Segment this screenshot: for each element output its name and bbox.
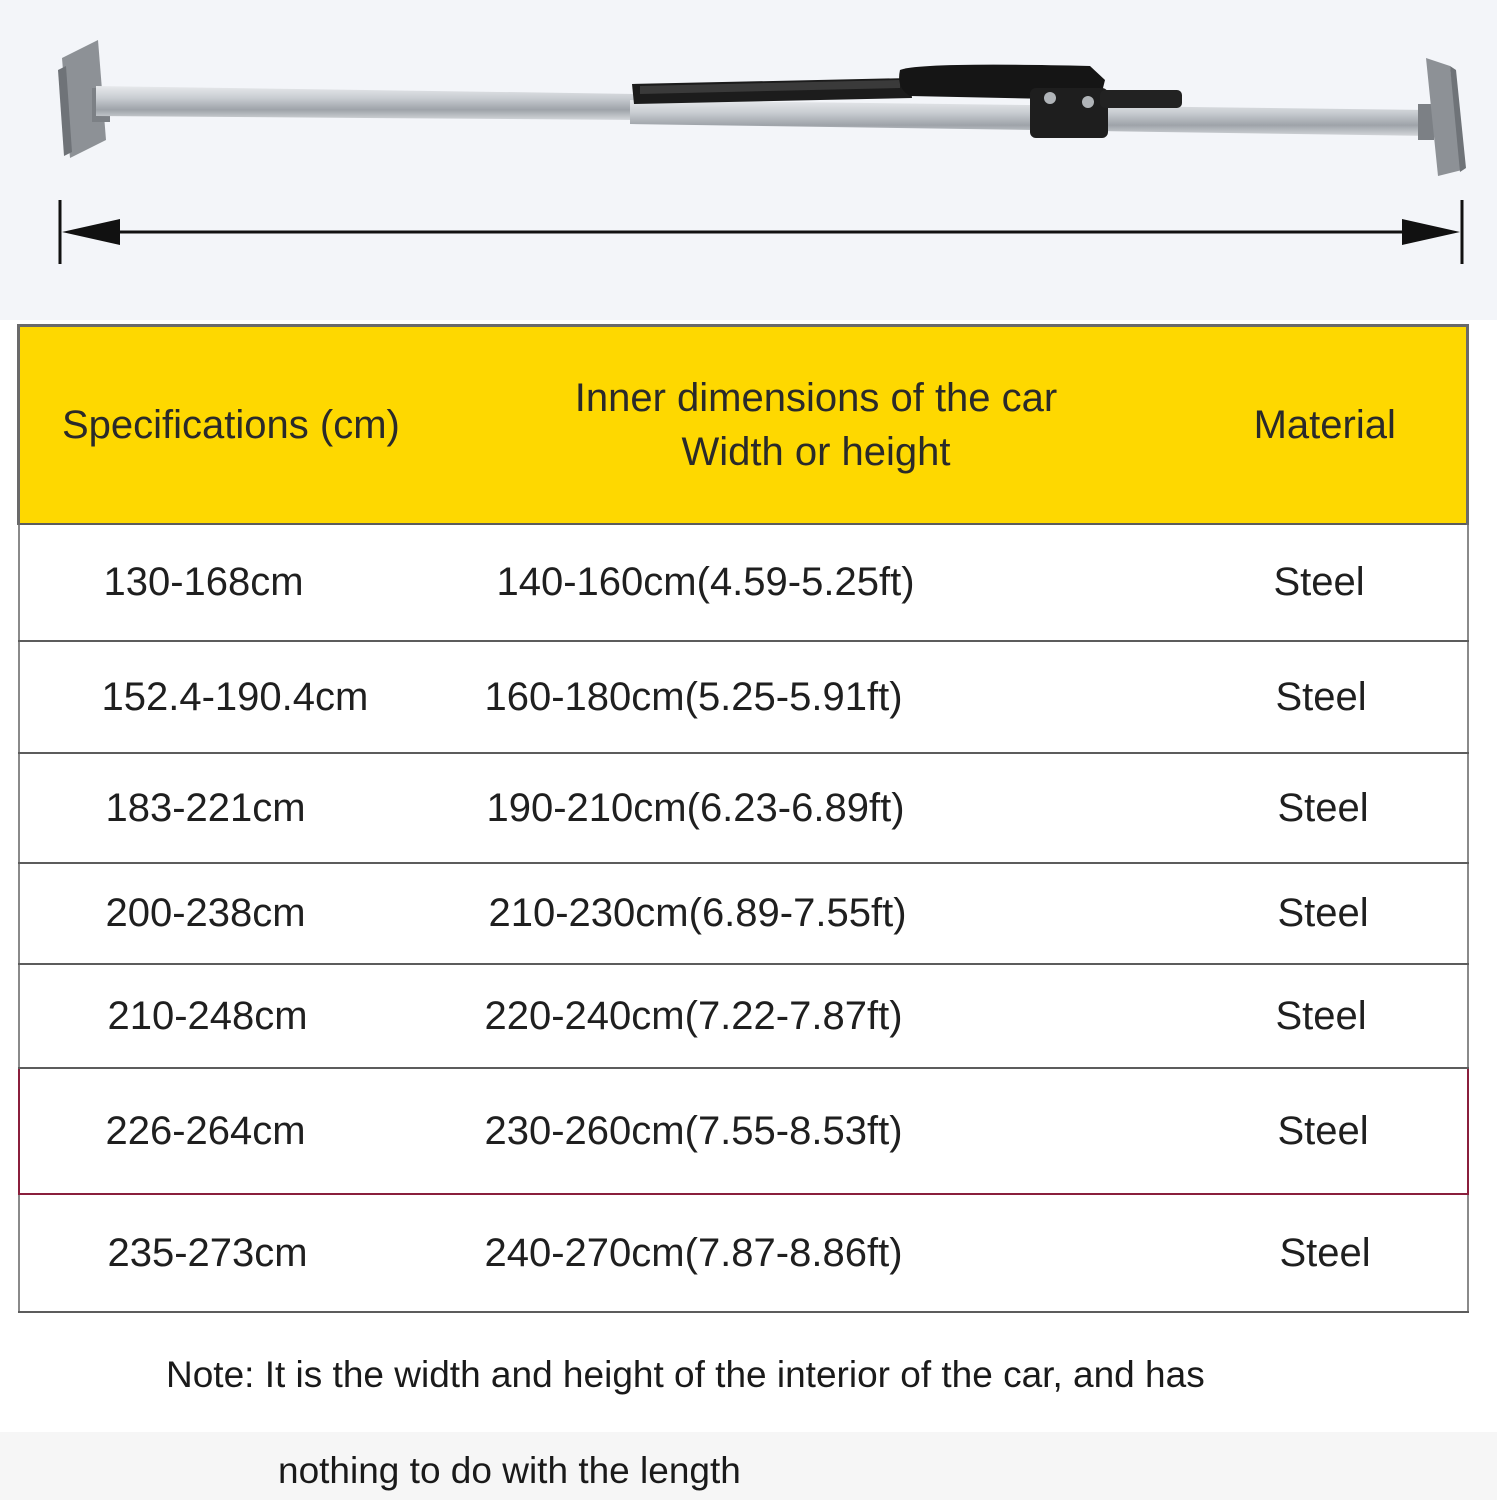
double-arrow-icon [60, 200, 1462, 264]
outer-tube [96, 86, 640, 120]
material-cell: Steel [1184, 1068, 1468, 1194]
header-material: Material [1184, 326, 1468, 525]
dims-cell: 160-180cm(5.25-5.91ft) [449, 641, 1184, 753]
spec-cell: 130-168cm [19, 524, 449, 641]
dims-cell: 240-270cm(7.87-8.86ft) [449, 1194, 1184, 1312]
specifications-table [17, 324, 1469, 1313]
spec-cell: 183-221cm [19, 753, 449, 863]
dims-cell: 140-160cm(4.59-5.25ft) [449, 524, 1184, 641]
header-specifications: Specifications (cm) [19, 326, 449, 525]
product-image-area [0, 0, 1497, 320]
material-cell: Steel [1184, 1194, 1468, 1312]
material-cell: Steel [1184, 641, 1468, 753]
right-foot-pad-icon [1418, 58, 1466, 176]
cargo-bar-illustration [0, 0, 1497, 320]
note-band [0, 1432, 1497, 1500]
dims-cell: 190-210cm(6.23-6.89ft) [449, 753, 1184, 863]
table-row [19, 964, 1468, 1068]
spec-cell: 210-248cm [19, 964, 449, 1068]
header-inner-dimensions [449, 326, 1184, 525]
dims-cell: 210-230cm(6.89-7.55ft) [449, 863, 1184, 964]
note-line-2: nothing to do with the length [278, 1450, 741, 1491]
table-row [19, 524, 1468, 641]
material-cell: Steel [1184, 524, 1468, 641]
table-row [19, 1068, 1468, 1194]
spec-cell: 152.4-190.4cm [19, 641, 449, 753]
header-inner-dimensions-line2: Width or height [681, 430, 951, 474]
spec-cell: 200-238cm [19, 863, 449, 964]
header-inner-dimensions-line1: Inner dimensions of the car [574, 376, 1058, 420]
table-row [19, 753, 1468, 863]
table-row [19, 1194, 1468, 1312]
material-cell: Steel [1184, 964, 1468, 1068]
table-row [19, 641, 1468, 753]
material-cell: Steel [1184, 753, 1468, 863]
material-cell: Steel [1184, 863, 1468, 964]
note-line-1: Note: It is the width and height of the interior of the car, and has [166, 1354, 1205, 1395]
dims-cell: 220-240cm(7.22-7.87ft) [449, 964, 1184, 1068]
spec-cell: 235-273cm [19, 1194, 449, 1312]
table-header-row [19, 326, 1468, 525]
spec-cell: 226-264cm [19, 1068, 449, 1194]
table-row [19, 863, 1468, 964]
ratchet-rack-icon [632, 78, 912, 104]
dims-cell: 230-260cm(7.55-8.53ft) [449, 1068, 1184, 1194]
